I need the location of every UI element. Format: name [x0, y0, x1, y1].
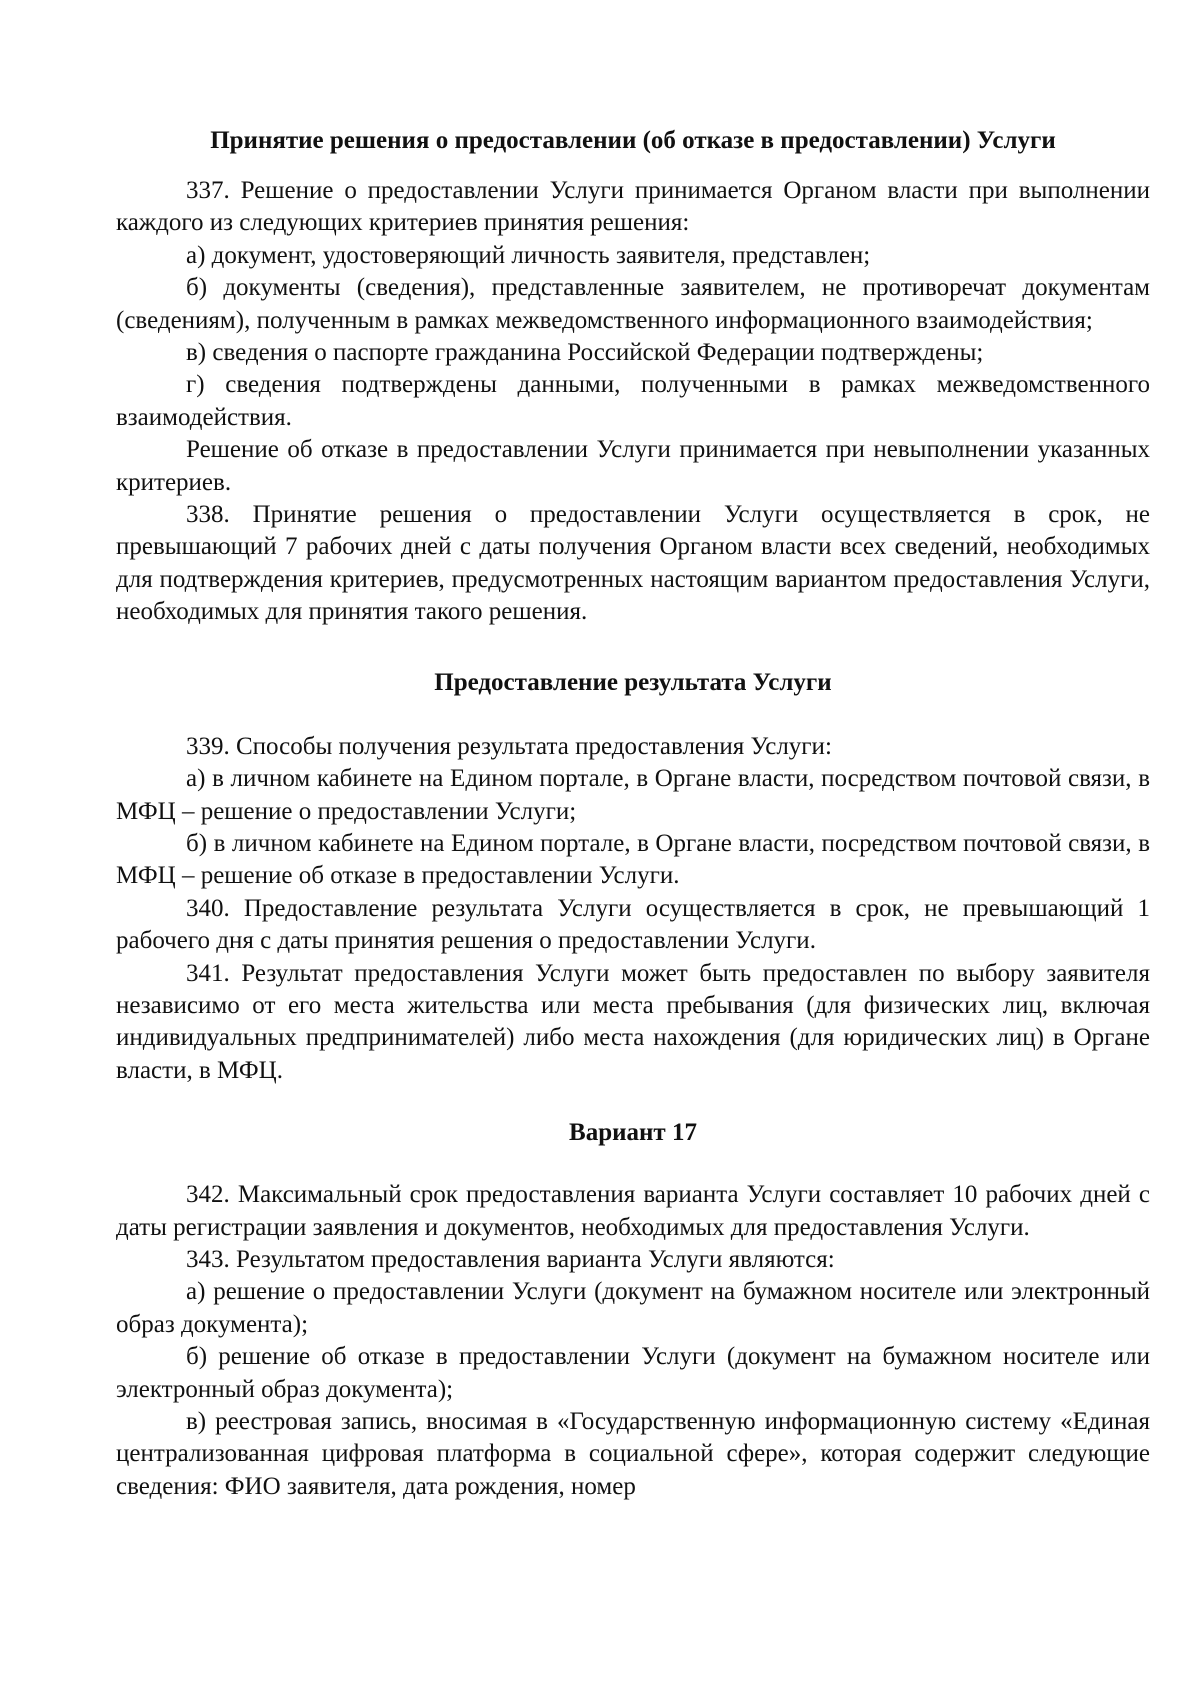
criterion-a: а) документ, удостоверяющий личность заявителя, представлен; [186, 241, 871, 269]
criterion-b: б) документы (сведения), представленные заявителем, не противоречат документам (сведениям), полученным в рамках межведомственного информационного взаимодействия; [116, 274, 1150, 334]
paragraph-343: 343. Результатом предоставления варианта Услуги являются: [186, 1245, 835, 1273]
section-heading-result: Предоставление результата Услуги [434, 668, 832, 696]
paragraph-340: 340. Предоставление результата Услуги осуществляется в срок, не превышающий 1 рабочего дня с даты принятия решения о предоставлении Услуги. [116, 894, 1150, 955]
refusal-paragraph: Решение об отказе в предоставлении Услуги принимается при невыполнении указанных критериев. [116, 436, 1150, 496]
paragraph-342: 342. Максимальный срок предоставления варианта Услуги составляет 10 рабочих дней с даты регистрации заявления и документов, необходимых для предоставления Услуги. [116, 1181, 1150, 1241]
result-item-a: а) решение о предоставлении Услуги (документ на бумажном носителе или электронный образ документа); [116, 1278, 1150, 1338]
result-item-b: б) решение об отказе в предоставлении Услуги (документ на бумажном носителе или электронный образ документа); [116, 1343, 1150, 1403]
section-heading-variant: Вариант 17 [569, 1119, 697, 1147]
document-page [116, 125, 1150, 1503]
result-method-a: а) в личном кабинете на Едином портале, в Органе власти, посредством почтовой связи, в МФЦ – решение о предоставлении Услуги; [116, 765, 1150, 825]
paragraph-339: 339. Способы получения результата предоставления Услуги: [186, 732, 832, 760]
paragraph-341: 341. Результат предоставления Услуги может быть предоставлен по выбору заявителя независимо от его места жительства или места пребывания (для физических лиц, включая индивидуальных предпринимателей) либо места нахождения (для юридических лиц) в Органе власти, в МФЦ. [116, 959, 1150, 1084]
section-heading-decision: Принятие решения о предоставлении (об отказе в предоставлении) Услуги [210, 127, 1056, 154]
paragraph-337: 337. Решение о предоставлении Услуги принимается Органом власти при выполнении каждого из следующих критериев принятия решения: [116, 177, 1150, 237]
criterion-g: г) сведения подтверждены данными, полученными в рамках межведомственного взаимодействия. [116, 371, 1150, 431]
criterion-v: в) сведения о паспорте гражданина Российской Федерации подтверждены; [186, 339, 984, 367]
paragraph-338: 338. Принятие решения о предоставлении Услуги осуществляется в срок, не превышающий 7 рабочих дней с даты получения Органом власти всех сведений, необходимых для подтверждения критериев, предусмотренных настоящим вариантом предоставления Услуги, необходимых для принятия такого решения. [116, 501, 1150, 626]
result-item-v: в) реестровая запись, вносимая в «Государственную информационную систему «Единая централизованная цифровая платформа в социальной сфере», которая содержит следующие сведения: ФИО заявителя, дата рождения, номер [116, 1408, 1150, 1500]
result-method-b: б) в личном кабинете на Едином портале, в Органе власти, посредством почтовой связи, в МФЦ – решение об отказе в предоставлении Услуги. [116, 829, 1150, 890]
